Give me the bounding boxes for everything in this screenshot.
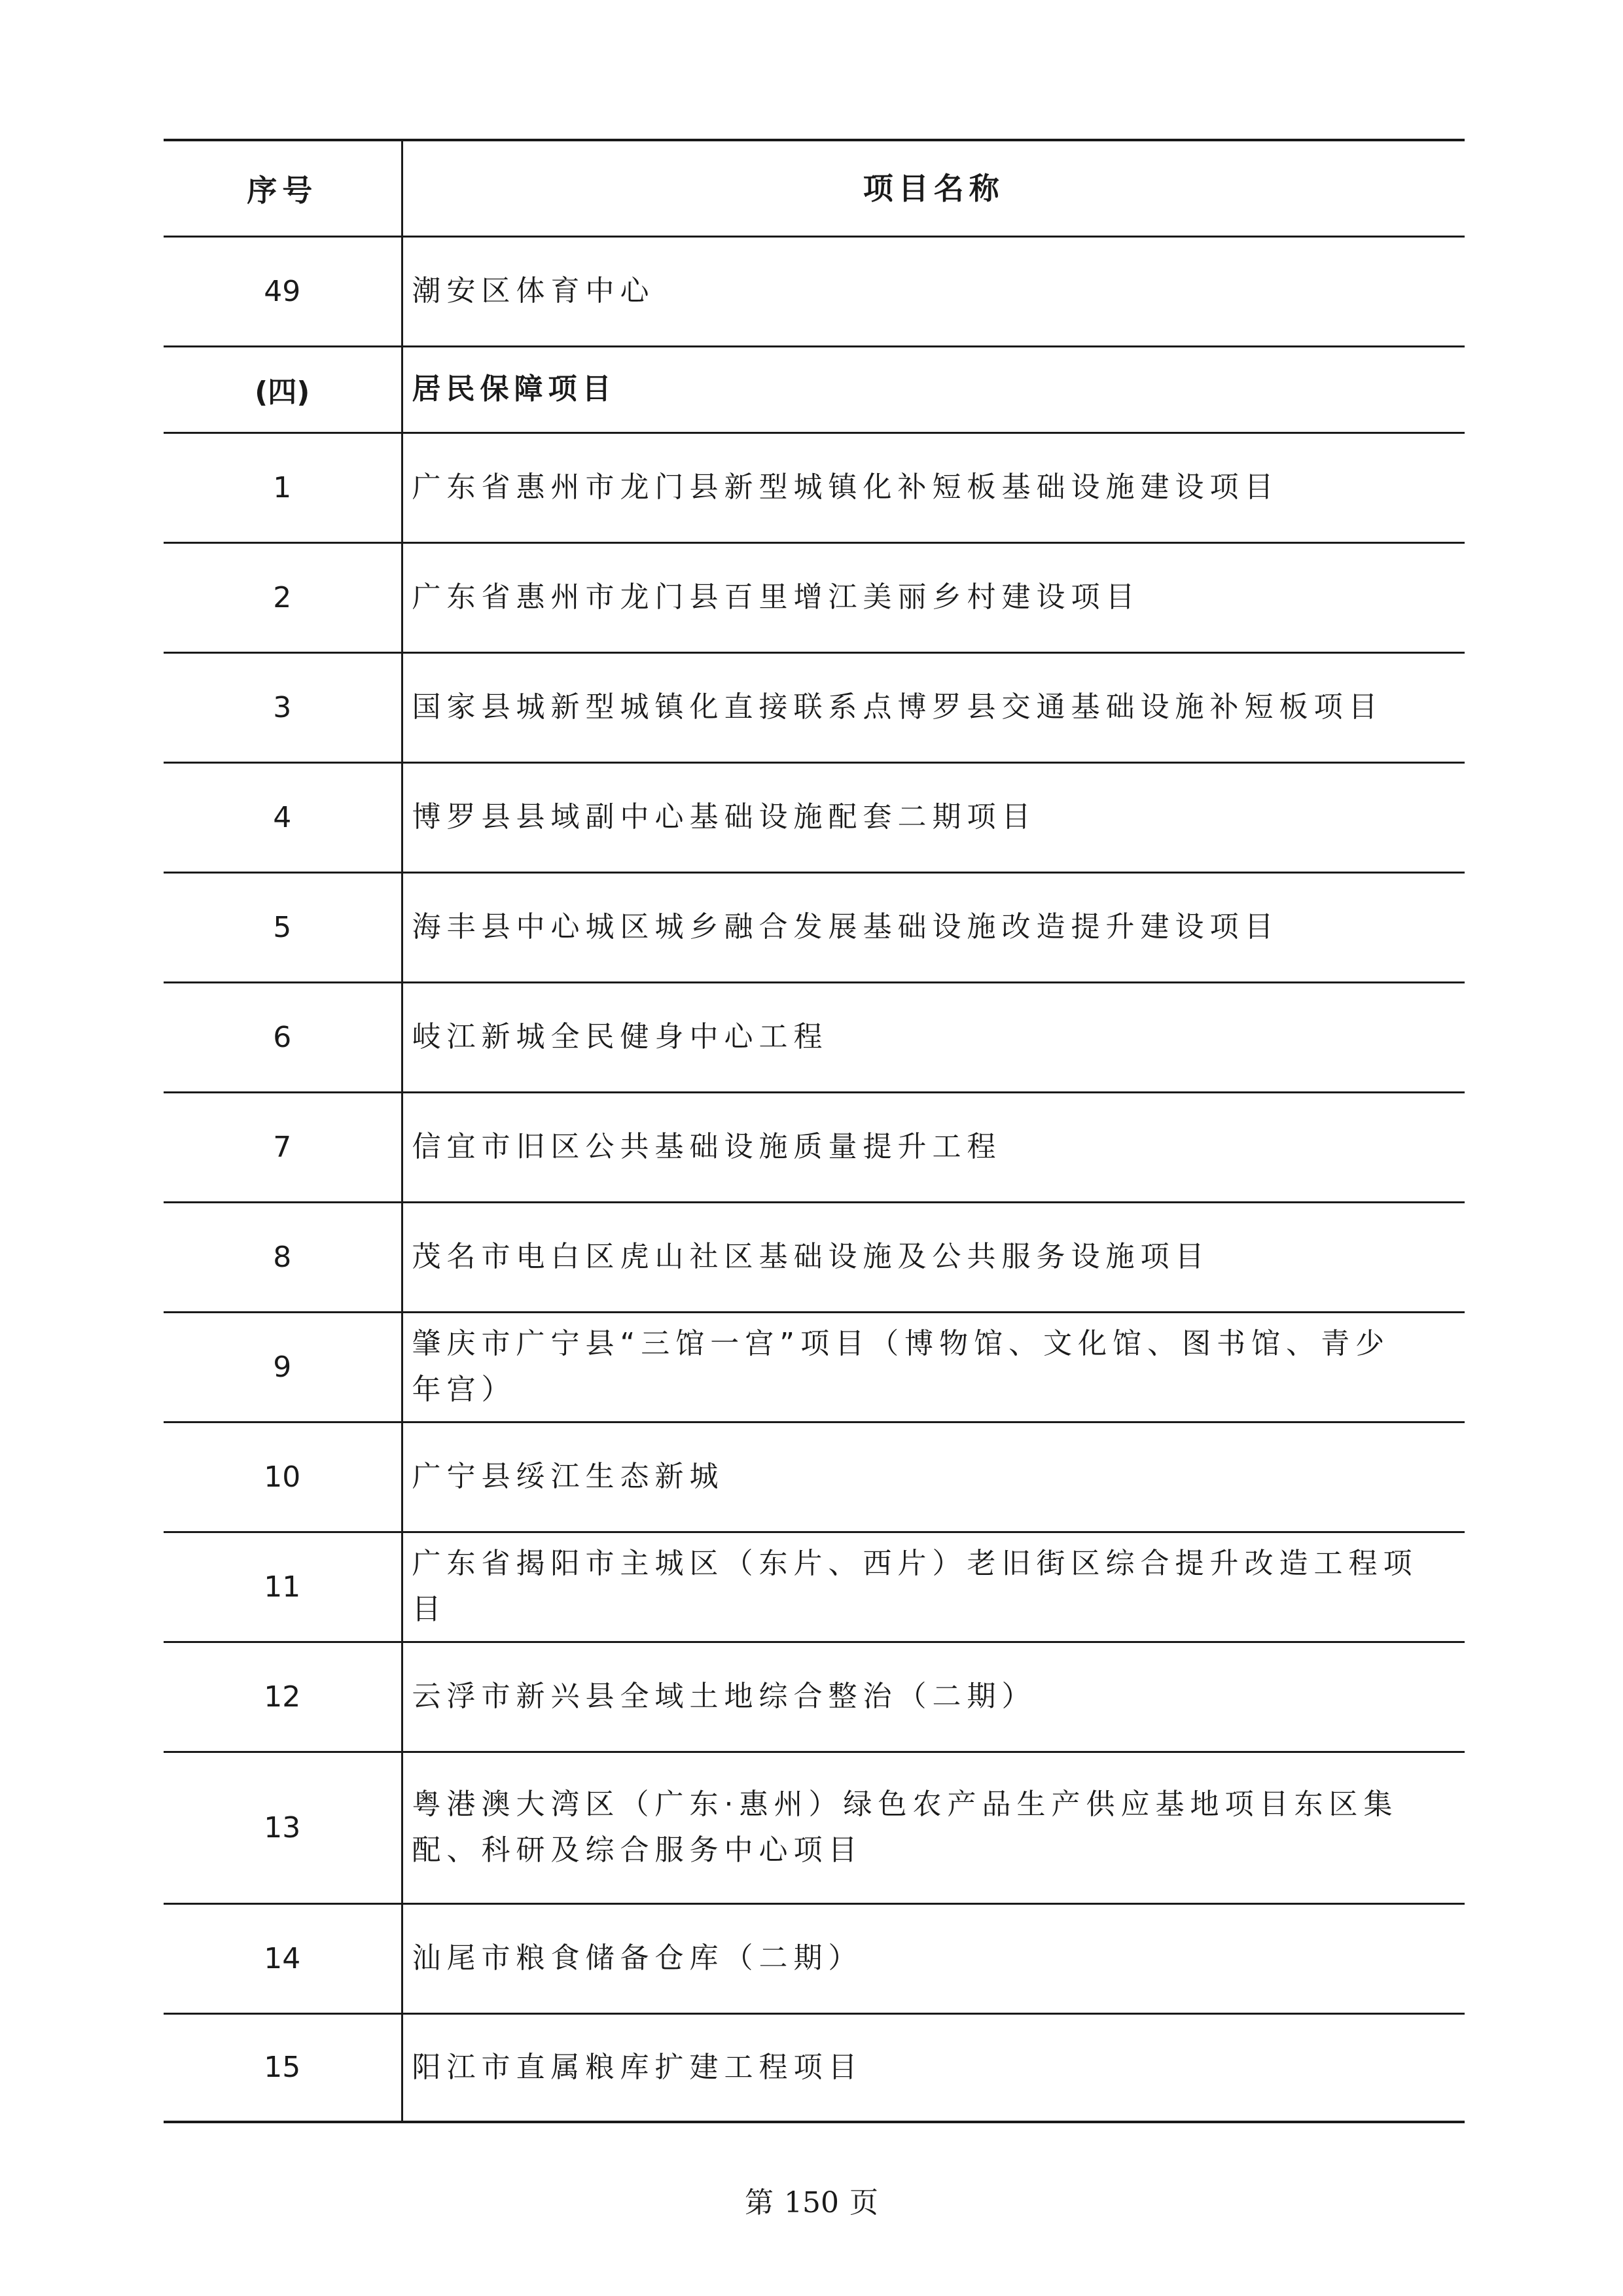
table-row [164,1903,1465,2013]
row-serial-number: 11 [164,1532,402,1642]
table-row [164,1422,1465,1532]
row-serial-number: 2 [164,542,402,652]
table-row [164,762,1465,872]
row-serial-number: 7 [164,1092,402,1202]
table-row [164,1092,1465,1202]
row-serial-number: 12 [164,1642,402,1752]
table-row [164,1532,1465,1642]
row-project-name: 云浮市新兴县全域土地综合整治（二期） [412,1680,1037,1713]
row-serial-number: 13 [164,1752,402,1903]
row-project-name: 粤港澳大湾区（广东·惠州）绿色农产品生产供应基地项目东区集配、科研及综合服务中心项目 [412,1788,1399,1867]
row-project-name: 岐江新城全民健身中心工程 [412,1020,829,1053]
table-row [164,872,1465,982]
row-project-name: 博罗县县域副中心基础设施配套二期项目 [412,800,1037,834]
table-row [164,542,1465,652]
row-serial-number: 6 [164,982,402,1092]
table-header-row [164,140,1465,236]
row-serial-number: 15 [164,2013,402,2122]
row-project-name: 国家县城新型城镇化直接联系点博罗县交通基础设施补短板项目 [412,690,1383,724]
table-row [164,1752,1465,1903]
section-number: (四) [164,346,402,433]
table-row [164,982,1465,1092]
table-row [164,236,1465,346]
row-project-name: 海丰县中心城区城乡融合发展基础设施改造提升建设项目 [412,910,1279,944]
page-number-footer [0,2179,1623,2221]
section-title: 居民保障项目 [412,372,616,406]
row-project-name: 广东省惠州市龙门县新型城镇化补短板基础设施建设项目 [412,470,1279,504]
row-project-name: 广宁县绥江生态新城 [412,1460,724,1493]
row-serial-number: 14 [164,1903,402,2013]
project-table [164,139,1465,2123]
row-project-name: 汕尾市粮食储备仓库（二期） [412,1941,863,1975]
row-project-name: 广东省惠州市龙门县百里增江美丽乡村建设项目 [412,580,1141,614]
table-row [164,433,1465,542]
table-row [164,1202,1465,1312]
table-row [164,652,1465,762]
table-row [164,2013,1465,2122]
header-project-name: 项目名称 [863,170,1005,206]
row-serial-number: 10 [164,1422,402,1532]
header-serial-number: 序号 [164,140,402,236]
row-project-name: 广东省揭阳市主城区（东片、西片）老旧街区综合提升改造工程项目 [412,1547,1418,1626]
row-serial-number: 5 [164,872,402,982]
row-serial-number: 1 [164,433,402,542]
row-serial-number: 49 [164,236,402,346]
page-number-prefix: 第 [745,2186,774,2219]
row-project-name: 阳江市直属粮库扩建工程项目 [412,2050,863,2084]
page-number-suffix: 页 [849,2186,878,2219]
row-serial-number: 4 [164,762,402,872]
page-number: 150 [784,2186,839,2219]
table-row [164,1642,1465,1752]
table-row [164,1312,1465,1422]
row-serial-number: 8 [164,1202,402,1312]
section-row [164,346,1465,433]
row-serial-number: 3 [164,652,402,762]
row-project-name: 茂名市电白区虎山社区基础设施及公共服务设施项目 [412,1240,1210,1273]
row-serial-number: 9 [164,1312,402,1422]
row-project-name: 信宜市旧区公共基础设施质量提升工程 [412,1130,1002,1163]
row-project-name: 肇庆市广宁县“三馆一宫”项目（博物馆、文化馆、图书馆、青少年宫） [412,1327,1391,1406]
row-project-name: 潮安区体育中心 [412,274,655,308]
